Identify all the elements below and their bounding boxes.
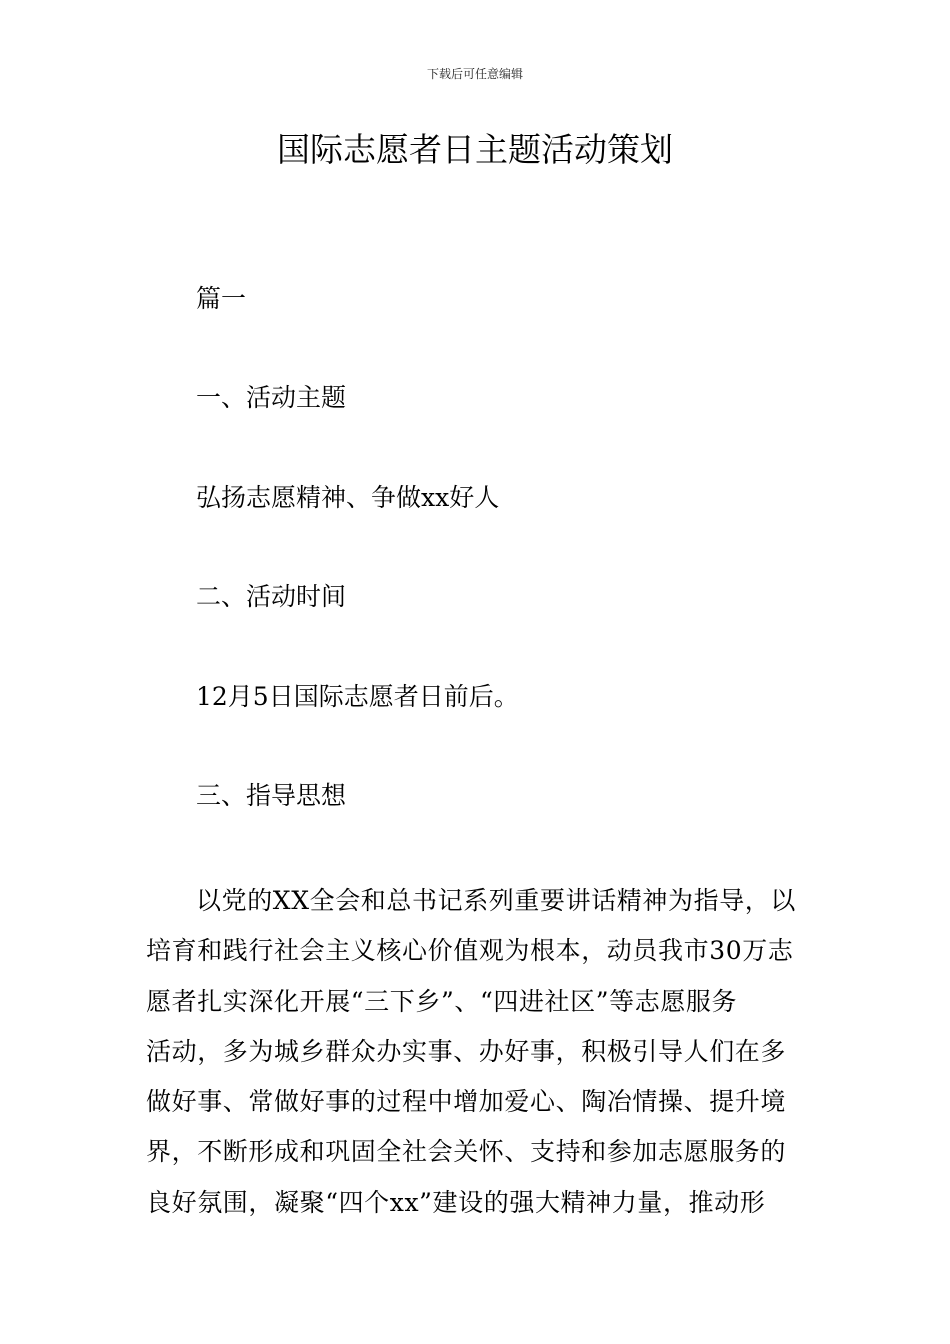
paragraph-line: 活动，多为城乡群众办实事、办好事，积极引导人们在多 — [146, 1036, 787, 1066]
guidance-heading: 三、指导思想 — [196, 781, 347, 810]
paragraph-line: 愿者扎实深化开展“三下乡”、“四进社区”等志愿服务 — [146, 986, 738, 1016]
theme-text: 弘扬志愿精神、争做xx好人 — [196, 483, 500, 512]
paragraph-line: 良好氛围，凝聚“四个xx”建设的强大精神力量，推动形 — [146, 1187, 766, 1217]
time-text: 12月5日国际志愿者日前后。 — [196, 682, 519, 711]
document-title: 国际志愿者日主题活动策划 — [277, 130, 673, 169]
theme-heading: 一、活动主题 — [196, 383, 347, 412]
paragraph-line: 培育和践行社会主义核心价值观为根本，动员我市30万志 — [146, 936, 794, 966]
time-heading: 二、活动时间 — [196, 582, 347, 611]
paragraph-line: 以党的XX全会和总书记系列重要讲话精神为指导，以 — [196, 886, 796, 915]
paragraph-line: 界，不断形成和巩固全社会关怀、支持和参加志愿服务的 — [146, 1137, 787, 1167]
header-note: 下载后可任意编辑 — [426, 67, 523, 81]
section-label: 篇一 — [196, 284, 247, 313]
guidance-paragraph — [146, 876, 808, 1228]
paragraph-line: 做好事、常做好事的过程中增加爱心、陶冶情操、提升境 — [146, 1087, 787, 1117]
